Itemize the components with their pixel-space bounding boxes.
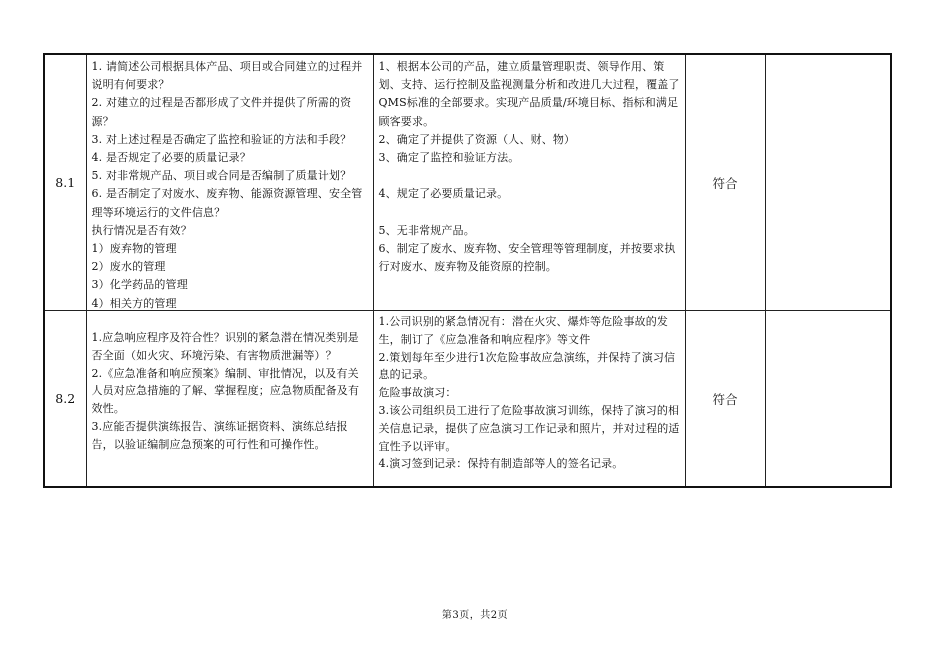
remarks-cell	[765, 54, 891, 311]
conformity-result: 符合	[685, 54, 765, 311]
audit-table	[43, 53, 892, 488]
question-line: 执行情况是否有效？	[91, 223, 192, 237]
question-line: 3）化学药品的管理	[91, 278, 188, 292]
table-row	[44, 311, 891, 488]
table-row	[44, 54, 891, 311]
clause-number: 8.1	[44, 54, 86, 311]
question-line: 3.应能否提供演练报告、演练证据资料、演练总结报告，以验证编制应急预案的可行性和可操作性。	[91, 419, 348, 451]
question-line: 1）废弃物的管理	[91, 242, 177, 256]
audit-evidence-cell	[373, 311, 685, 488]
evidence-line: 2、确定了并提供了资源（人、财、物）	[378, 132, 576, 146]
evidence-line: 3.该公司组织员工进行了危险事故演习训练，保持了演习的相关信息记录，提供了应急演习工作记录和照片，并对过程的适宜性予以评审。	[378, 403, 680, 453]
blank-line	[379, 167, 681, 185]
question-line: 3. 对上述过程是否确定了监控和验证的方法和手段？	[91, 132, 352, 146]
remarks-cell	[765, 311, 891, 488]
question-line: 6. 是否制定了对废水、废弃物、能源资源管理、安全管理等环境运行的文件信息？	[91, 187, 363, 219]
evidence-line: 1.公司识别的紧急情况有：潜在火灾、爆炸等危险事故的发生，制订了《应急准备和响应程序》等文件	[378, 315, 669, 346]
question-line: 2）废水的管理	[91, 260, 166, 274]
audit-questions-cell	[86, 311, 373, 488]
question-line: 5. 对非常规产品、项目或合同是否编制了质量计划？	[91, 169, 352, 183]
clause-number: 8.2	[44, 311, 86, 488]
evidence-line: 4、规定了必要质量记录。	[378, 187, 509, 201]
conformity-result: 符合	[685, 311, 765, 488]
question-line: 2. 对建立的过程是否都形成了文件并提供了所需的资源？	[91, 96, 352, 128]
question-line: 2.《应急准备和响应预案》编制、审批情况，以及有关人员对应急措施的了解、掌握程度；应急物质配备及有效性。	[91, 366, 360, 416]
audit-questions-cell	[86, 54, 373, 311]
page-footer: 第3页，共2页	[441, 610, 509, 621]
blank-line	[379, 204, 681, 222]
question-line: 1. 请简述公司根据具体产品、项目或合同建立的过程并说明有何要求？	[91, 60, 363, 92]
question-line: 4）相关方的管理	[91, 296, 177, 309]
evidence-line: 1、根据本公司的产品，建立质量管理职责、领导作用、策划、支持、运行控制及监视测量分析和改进几大过程，覆盖了QMS标准的全部要求。实现产品质量/环境目标、指标和满足顾客要求。	[378, 60, 680, 128]
evidence-line: 5、无非常规产品。	[378, 223, 475, 237]
question-line: 4. 是否规定了必要的质量记录？	[91, 151, 251, 165]
question-line: 1.应急响应程序及符合性？识别的紧急潜在情况类别是否全面（如火灾、环境污染、有害物质泄漏等）？	[91, 331, 359, 362]
evidence-line: 3、确定了监控和验证方法。	[378, 151, 520, 165]
evidence-line: 危险事故演习：	[378, 386, 457, 400]
audit-evidence-cell	[373, 54, 685, 311]
evidence-line: 4.演习签到记录：保持有制造部等人的签名记录。	[378, 457, 624, 471]
evidence-line: 2.策划每年至少进行1次危险事故应急演练，并保持了演习信息的记录。	[378, 350, 676, 382]
evidence-line: 6、制定了废水、废弃物、安全管理等管理制度，并按要求执行对废水、废弃物及能资原的控制。	[378, 242, 676, 274]
